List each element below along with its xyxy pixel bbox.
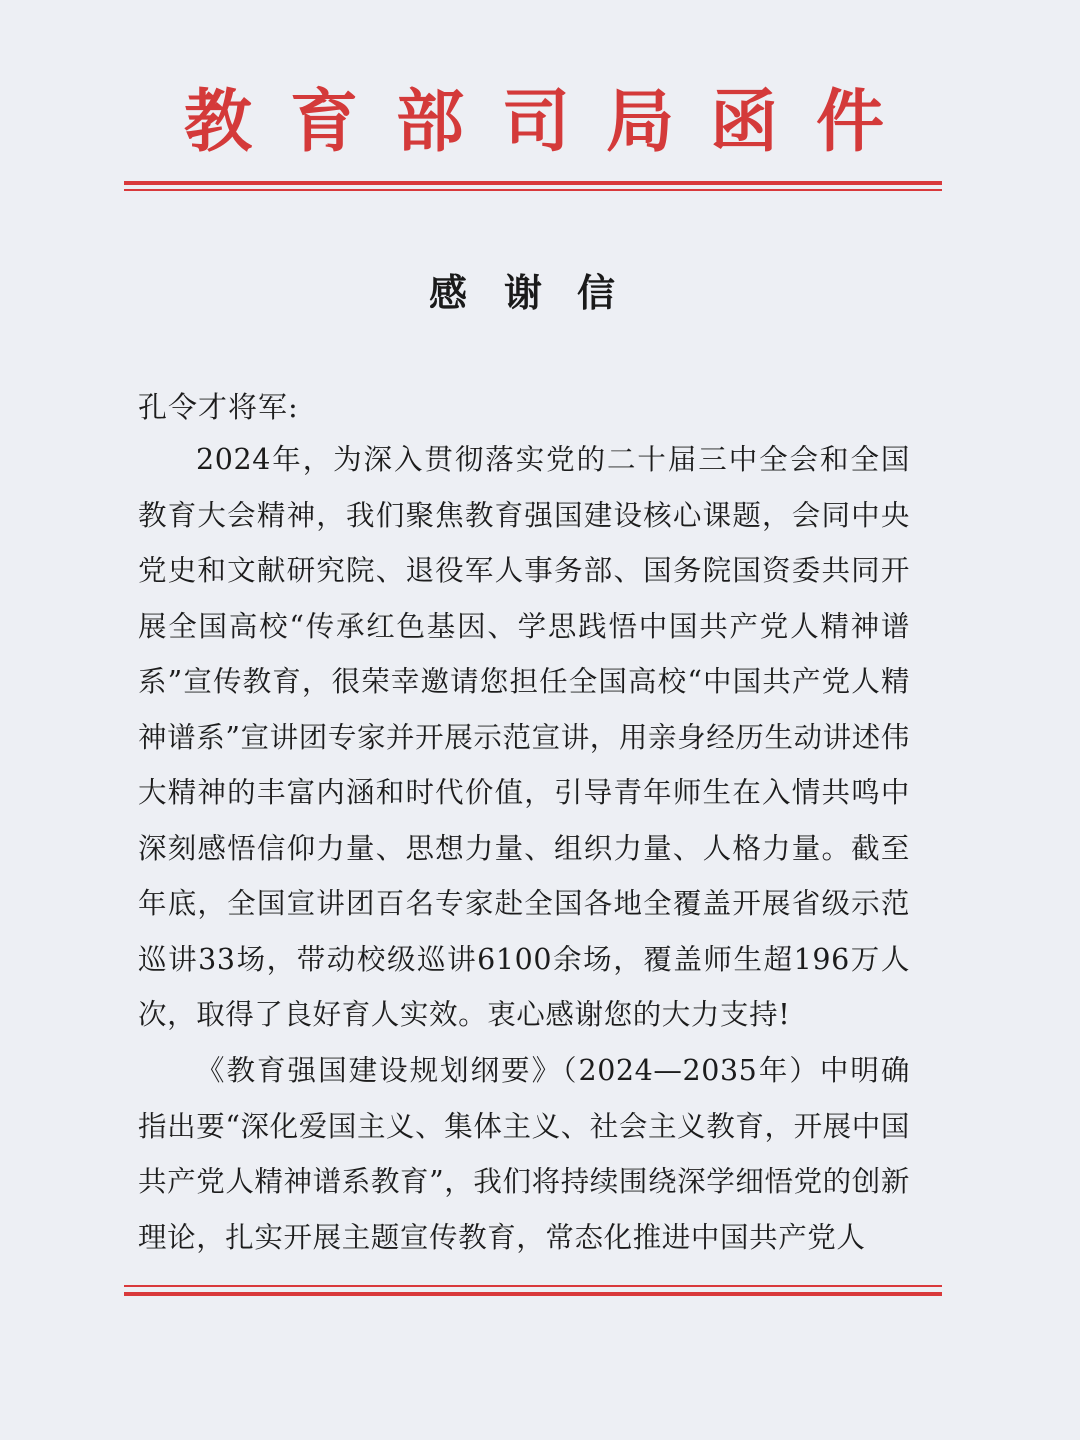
title-char: 感	[428, 270, 467, 315]
letterhead-char: 教	[183, 82, 252, 162]
letterhead-char: 件	[815, 82, 884, 162]
letterhead-char: 函	[709, 82, 778, 162]
footer-rule-thin	[124, 1285, 942, 1287]
title-char: 谢	[503, 270, 542, 315]
letterhead	[0, 72, 1080, 172]
letterhead-char: 育	[289, 82, 358, 162]
page-title	[0, 258, 1080, 328]
header-rule-thick	[124, 181, 942, 185]
letterhead-char: 局	[605, 82, 674, 162]
body-paragraph: 2024年，为深入贯彻落实党的二十届三中全会和全国教育大会精神，我们聚焦教育强国建设核心课题，会同中央党史和文献研究院、退役军人事务部、国务院国资委共同开展全国高校“传承红色基因、学思践悟中国共产党人精神谱系”宣传教育，很荣幸邀请您担任全国高校“中国共产党人精神谱系”宣讲团专家并开展示范宣讲，用亲身经历生动讲述伟大精神的丰富内涵和时代价值，引导青年师生在入情共鸣中深刻感悟信仰力量、思想力量、组织力量、人格力量。截至年底，全国宣讲团百名专家赴全国各地全覆盖开展省级示范巡讲33场，带动校级巡讲6100余场，覆盖师生超196万人次，取得了良好育人实效。衷心感谢您的大力支持!	[138, 443, 910, 1031]
letterhead-char: 部	[395, 82, 464, 162]
letterhead-char: 司	[501, 82, 570, 162]
salutation: 孔令才将军:	[138, 390, 299, 424]
body-paragraph: 《教育强国建设规划纲要》（2024—2035年）中明确指出要“深化爱国主义、集体主义、社会主义教育，开展中国共产党人精神谱系教育”，我们将持续围绕深学细悟党的创新理论，扎实开展主题宣传教育，常态化推进中国共产党人	[138, 1054, 910, 1254]
footer-rule-thick	[124, 1292, 942, 1296]
title-char: 信	[576, 270, 615, 315]
header-rule-thin	[124, 189, 942, 191]
